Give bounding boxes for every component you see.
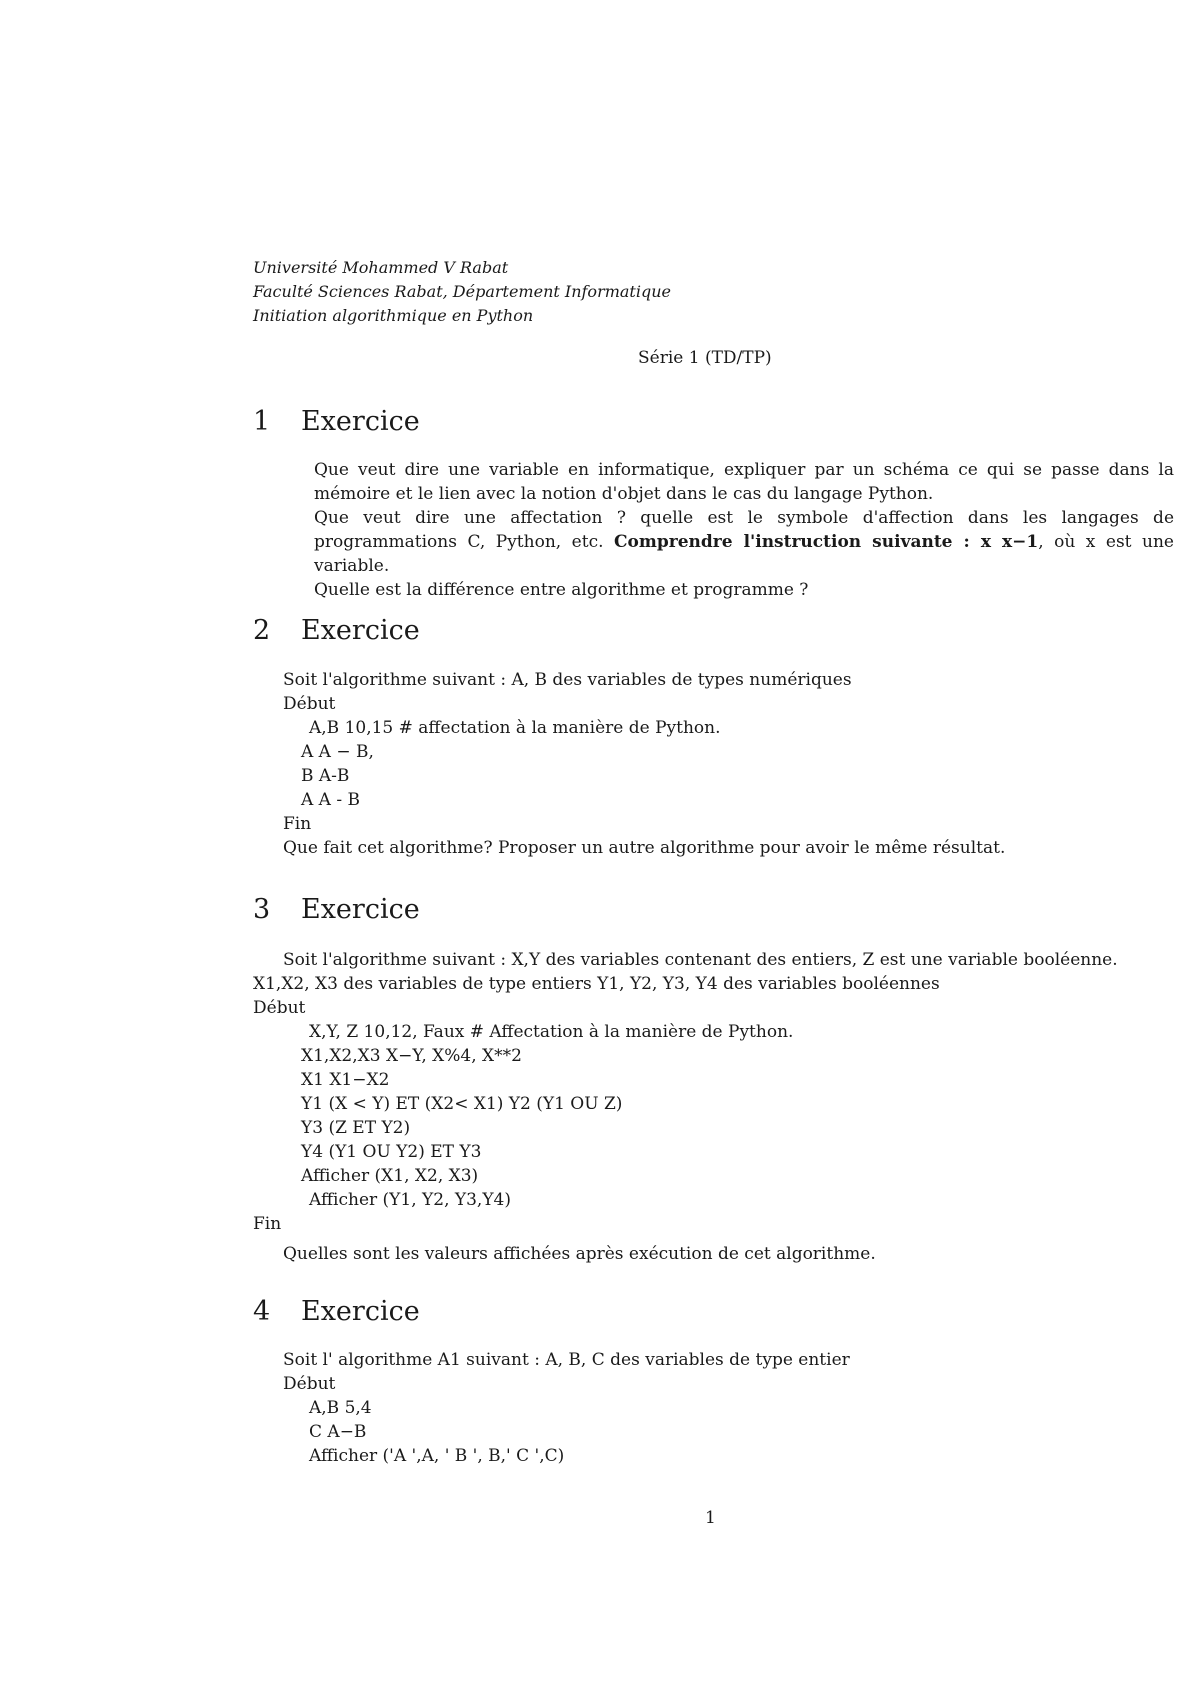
ex1-paragraph-affectation [314,506,1174,578]
ex3-line: Y3 (Z ET Y2) [301,1118,411,1138]
ex2-line: Début [283,694,336,714]
ex4-line: A,B 5,4 [309,1398,372,1418]
ex1-instruction-bold: Comprendre l'instruction suivante : x x−1 [614,532,1039,552]
serie-title: Série 1 (TD/TP) [638,348,772,368]
ex3-line: X1 X1−X2 [301,1070,390,1090]
section-title: Exercice [301,894,420,925]
ex1-paragraph-difference: Quelle est la différence entre algorithme et programme ? [314,580,809,600]
section-number: 2 [253,615,271,646]
ex3-line: Soit l'algorithme suivant : X,Y des variables contenant des entiers, Z est une variable booléenne. [283,950,1118,970]
section-title: Exercice [301,1296,420,1327]
section-heading-4 [253,1296,420,1328]
ex2-line: Fin [283,814,312,834]
ex4-line: C A−B [309,1422,367,1442]
section-title: Exercice [301,406,420,437]
section-heading-3 [253,894,420,926]
ex1-paragraph-variable: Que veut dire une variable en informatique, expliquer par un schéma ce qui se passe dans la mémoire et le lien avec la notion d'objet dans le cas du langage Python. [314,460,1174,504]
section-number: 1 [253,406,271,437]
ex4-line: Afficher ('A ',A, ' B ', B,' C ',C) [309,1446,565,1466]
ex3-line: Y4 (Y1 OU Y2) ET Y3 [301,1142,482,1162]
header-university: Université Mohammed V Rabat [253,258,509,277]
ex2-line: A A − B, [301,742,374,762]
ex3-line: Début [253,998,306,1018]
ex2-line: A,B 10,15 # affectation à la manière de Python. [309,718,721,738]
ex3-line: Afficher (Y1, Y2, Y3,Y4) [309,1190,511,1210]
section-number: 3 [253,894,271,925]
ex3-line: Afficher (X1, X2, X3) [301,1166,479,1186]
ex3-line: X1,X2,X3 X−Y, X%4, X**2 [301,1046,522,1066]
ex4-line: Soit l' algorithme A1 suivant : A, B, C des variables de type entier [283,1350,850,1370]
ex4-line: Début [283,1374,336,1394]
ex2-line: Soit l'algorithme suivant : A, B des variables de types numériques [283,670,852,690]
header-course: Initiation algorithmique en Python [253,306,534,325]
ex3-line: Quelles sont les valeurs affichées après exécution de cet algorithme. [283,1244,876,1264]
ex1-affectation-text: Que veut dire une affectation ? quelle est le symbole d'affection dans les langages de programmations C, Python, etc. [314,508,1174,552]
ex3-line: Y1 (X < Y) ET (X2< X1) Y2 (Y1 OU Z) [301,1094,623,1114]
exercise-1-body [314,458,1174,602]
ex2-line: Que fait cet algorithme? Proposer un autre algorithme pour avoir le même résultat. [283,838,1006,858]
section-number: 4 [253,1296,271,1327]
section-title: Exercice [301,615,420,646]
ex3-line: X,Y, Z 10,12, Faux # Affectation à la manière de Python. [309,1022,794,1042]
ex3-line: X1,X2, X3 des variables de type entiers Y1, Y2, Y3, Y4 des variables booléennes [253,974,940,994]
section-heading-2 [253,615,420,647]
header-faculty: Faculté Sciences Rabat, Département Informatique [253,282,671,301]
ex3-line: Fin [253,1214,282,1234]
ex2-line: B A-B [301,766,350,786]
section-heading-1 [253,406,420,438]
page-number: 1 [705,1508,716,1528]
ex2-line: A A - B [301,790,361,810]
ex1-instruction-tail: , où x est une variable. [314,532,1174,576]
